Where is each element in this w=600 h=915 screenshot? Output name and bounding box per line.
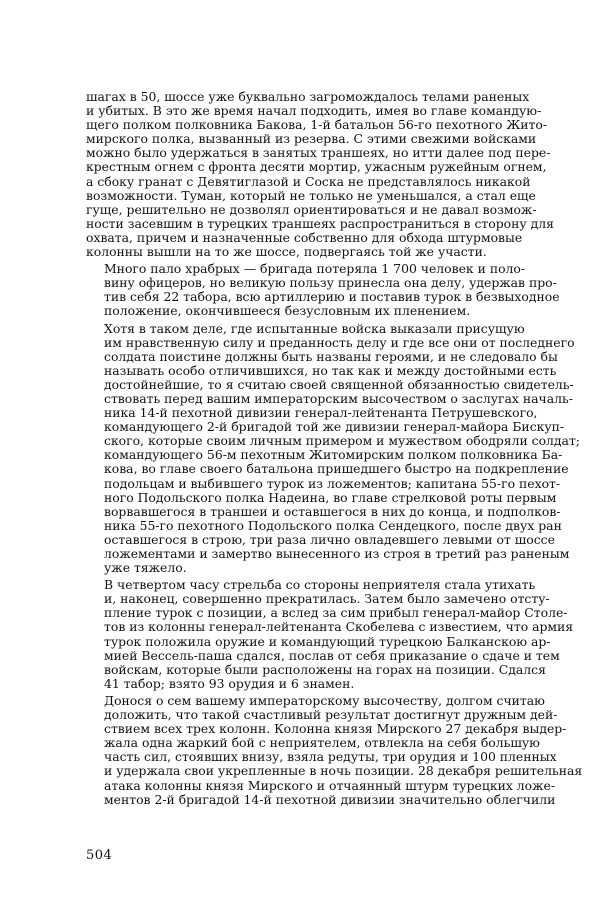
paragraph (86, 577, 574, 691)
text-line: крестным огнем с фронта десяти мортир, ужасным ружейным огнем, (86, 159, 547, 175)
text-line: командующего 2-й бригадой той же дивизии генерал-майора Бискуп- (104, 419, 565, 435)
text-line: В четвертом часу стрельба со стороны неприятеля стала утихать (104, 577, 536, 593)
text-line: мирского полка, вызванный из резерва. С этими свежими войсками (86, 131, 537, 147)
text-line: щего полком полковника Бакова, 1-й батальон 56-го пехотного Жито- (86, 117, 548, 133)
text-line: им нравственную силу и преданность делу и где все они от последнего (104, 334, 575, 350)
text-line: подольцам и выбившего турок из ложементов; капитана 55-го пехот- (104, 475, 561, 491)
text-line: ложементами и замертво вынесенного из строя в третий раз раненым (104, 546, 570, 561)
text-block (86, 89, 583, 807)
text-line: турок положила оружие и командующий турецкою Балканскою ар- (104, 633, 551, 649)
paragraph (86, 261, 560, 319)
text-line: колонны вышли на то же шоссе, подвергаясь той же участи. (86, 244, 487, 260)
paragraph (86, 692, 583, 807)
text-line: ного Подольского полка Надеина, во главе стрелковой роты первым (104, 489, 557, 505)
text-line: ника 55-го пехотного Подольского полка Сендецкого, после двух ран (104, 517, 562, 533)
text-line: называть особо отличившихся, но так как и между достойными есть (104, 362, 557, 378)
text-line: Хотя в таком деле, где испытанные войска выказали присущую (104, 320, 525, 336)
text-line: можно было удержаться в занятых траншеях, но итти далее под пере- (86, 145, 551, 161)
paragraph (86, 89, 554, 260)
text-line: возможности. Туман, который не только не уменьшался, а стал еще (86, 187, 536, 203)
page-number: 504 (86, 848, 113, 863)
text-line: положение, окончившееся безусловным их пленением. (104, 303, 471, 319)
text-line: ствовать перед вашим императорским высочеством о заслугах началь- (104, 390, 573, 406)
text-line: уже тяжело. (104, 560, 187, 576)
text-line: охвата, причем и назначенные собственно для обхода штурмовые (86, 229, 523, 245)
text-line: командующего 56-м пехотным Житомирским полком полковника Ба- (104, 447, 563, 463)
text-line: ствием всех трех колонн. Колонна князя Мирского 27 декабря выдер- (104, 721, 567, 737)
text-line: мией Вессель-паша сдался, послав от себя приказание о сдаче и тем (104, 647, 560, 663)
text-line: жала одна жаркий бой с неприятелем, отвлекла на себя большую (104, 735, 540, 751)
text-line: ворвавшегося в траншеи и оставшегося в них до конца, и подполков- (104, 503, 561, 519)
text-line: пление турок с позиции, а вслед за сим прибыл генерал-майор Столе- (104, 605, 568, 621)
text-line: часть сил, стоявших внизу, взяла редуты, три орудия и 100 пленных (104, 749, 557, 765)
text-line: и, наконец, совершенно прекратилась. Затем было замечено отсту- (104, 591, 550, 607)
paragraph (86, 320, 580, 576)
text-line: а сбоку гранат с Девятиглазой и Соска не представлялось никакой (86, 173, 531, 189)
text-line: шагах в 50, шоссе уже буквально загромождалось телами раненых (86, 89, 530, 104)
text-line: солдата поистине должны быть названы героями, и не следовало бы (104, 348, 558, 364)
text-line: гуще, решительно не дозволял ориентироваться и не давал возмож- (86, 201, 537, 217)
text-line: оставшегося в строю, три раза лично овладевшего левыми от шоссе (104, 531, 555, 547)
text-line: достойнейшие, то я считаю своей священной обязанностью свидетель- (104, 376, 574, 392)
text-line: войскам, которые были расположены на горах на позиции. Сдался (104, 661, 546, 677)
text-line: 41 табор; взято 93 орудия и 6 знамен. (104, 675, 355, 691)
text-line: и убитых. В это же время начал подходить, имея во главе командую- (86, 103, 542, 119)
text-line: ности засевшим в турецких траншеях распространиться в сторону для (86, 215, 554, 231)
text-line: тов из колонны генерал-лейтенанта Скобелева с известием, что армия (104, 619, 574, 635)
text-line: Донося о сем вашему императорскому высочеству, долгом считаю (104, 692, 545, 708)
text-line: ского, которые своим личным примером и мужеством ободряли солдат; (104, 433, 580, 449)
text-line: ментов 2-й бригадой 14-й пехотной дивизии значительно облегчили (104, 791, 556, 807)
text-line: кова, во главе своего батальона пришедшего быстро на подкрепление (104, 461, 569, 477)
text-line: ника 14-й пехотной дивизии генерал-лейтенанта Петрушевского, (104, 405, 538, 421)
text-line: доложить, что такой счастливый результат достигнут дружным дей- (104, 707, 558, 723)
text-line: атака колонны князя Мирского и отчаянный штурм турецких ложе- (104, 777, 556, 793)
text-line: вину офицеров, но великую пользу принесла она делу, удержав про- (104, 275, 557, 291)
text-line: и удержала свои укрепленные в ночь позиции. 28 декабря решительная (104, 763, 583, 779)
text-line: тив себя 22 табора, всю артиллерию и поставив турок в безвыходное (104, 289, 560, 305)
text-line: Много пало храбрых — бригада потеряла 1 700 человек и поло- (104, 261, 526, 277)
